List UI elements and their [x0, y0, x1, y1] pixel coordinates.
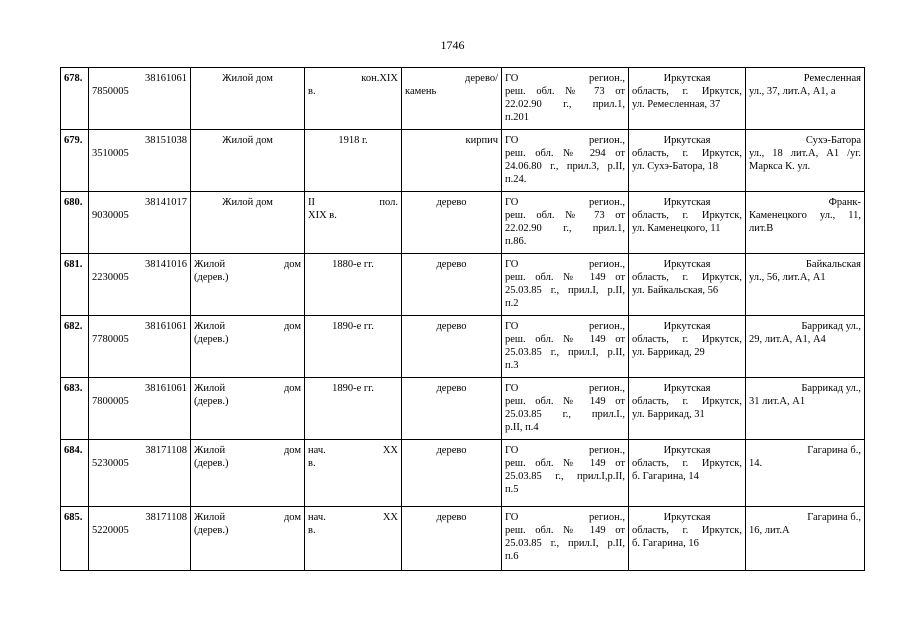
object-date-cell — [305, 130, 402, 192]
object-date-line: нач. XX — [308, 445, 398, 456]
object-location-line: ул., 18 лит.А, А1 /уг. — [749, 148, 861, 159]
row-number: 685. — [61, 507, 89, 571]
object-material-cell — [402, 130, 502, 192]
protection-document-line: реш. обл. № 73 от — [505, 210, 625, 221]
row-number: 683. — [61, 378, 89, 440]
protection-document-line: реш. обл. № 149 от — [505, 396, 625, 407]
protection-document-line: 24.06.80 г., прил.3, р.II, — [505, 161, 625, 172]
object-location-cell — [746, 254, 865, 316]
object-name-line: (дерев.) — [194, 396, 229, 407]
object-address-line: Иркутская — [663, 73, 711, 84]
object-material-cell — [402, 378, 502, 440]
object-location-cell — [746, 130, 865, 192]
object-name-cell — [191, 440, 305, 507]
protection-document-line: п.6 — [505, 551, 519, 562]
object-address-line: б. Гагарина, 16 — [632, 538, 699, 549]
object-date-line: в. — [308, 86, 316, 97]
object-date-line: нач. XX — [308, 512, 398, 523]
object-location-cell — [746, 507, 865, 571]
registry-code-line: 5220005 — [92, 525, 129, 536]
object-date-line: II пол. — [308, 197, 398, 208]
object-location-line: Гагарина б., — [807, 512, 861, 523]
object-material-cell — [402, 254, 502, 316]
protection-document-cell — [502, 507, 629, 571]
register-rows — [61, 68, 865, 571]
table-row — [61, 507, 865, 571]
object-name-line: Жилой дом — [222, 73, 273, 84]
object-address-line: Иркутская — [663, 512, 711, 523]
protection-document-line: реш. обл. № 149 от — [505, 334, 625, 345]
protection-document-line: ГО регион., — [505, 512, 625, 523]
protection-document-line: реш. обл. № 294 от — [505, 148, 625, 159]
registry-code-line: 38161061 — [145, 73, 187, 84]
heritage-register-table — [60, 67, 865, 571]
object-location-line: ул., 37, лит.А, А1, а — [749, 86, 836, 97]
object-address-line: область, г. Иркутск, — [632, 334, 742, 345]
object-material-line: дерево — [436, 197, 467, 208]
registry-code-line: 7850005 — [92, 86, 129, 97]
protection-document-cell — [502, 316, 629, 378]
registry-code-line: 9030005 — [92, 210, 129, 221]
registry-code-line: 38161061 — [145, 321, 187, 332]
registry-code-line: 38161061 — [145, 383, 187, 394]
registry-code-cell — [89, 192, 191, 254]
object-address-line: ул. Баррикад, 29 — [632, 347, 705, 358]
protection-document-line: п.3 — [505, 360, 519, 371]
object-address-line: область, г. Иркутск, — [632, 396, 742, 407]
object-material-line: камень — [405, 86, 437, 97]
protection-document-line: п.201 — [505, 112, 529, 123]
object-date-line: 1918 г. — [338, 135, 368, 146]
object-material-line: кирпич — [465, 135, 498, 146]
protection-document-line: 25.03.85 г., прил.I, р.II, — [505, 347, 625, 358]
protection-document-line: реш. обл. № 73 от — [505, 86, 625, 97]
object-address-line: б. Гагарина, 14 — [632, 471, 699, 482]
row-number: 682. — [61, 316, 89, 378]
protection-document-line: 25.03.85 г., прил.I, р.II, — [505, 285, 625, 296]
object-address-line: область, г. Иркутск, — [632, 86, 742, 97]
object-location-line: 29, лит.А, А1, А4 — [749, 334, 826, 345]
object-address-cell — [629, 130, 746, 192]
registry-code-line: 38141016 — [145, 259, 187, 270]
row-number: 681. — [61, 254, 89, 316]
object-name-cell — [191, 378, 305, 440]
object-name-line: (дерев.) — [194, 458, 229, 469]
object-name-line: Жилой дом — [194, 512, 301, 523]
object-date-cell — [305, 440, 402, 507]
object-date-cell — [305, 316, 402, 378]
object-date-cell — [305, 254, 402, 316]
row-number: 678. — [61, 68, 89, 130]
object-address-line: область, г. Иркутск, — [632, 148, 742, 159]
table-row — [61, 130, 865, 192]
registry-code-line: 38171108 — [145, 445, 187, 456]
registry-code-cell — [89, 316, 191, 378]
object-address-line: Иркутская — [663, 383, 711, 394]
protection-document-line: 25.03.85 г., прил.I., — [505, 409, 625, 420]
object-location-line: Франк- — [828, 197, 861, 208]
object-address-line: Иркутская — [663, 135, 711, 146]
row-number: 679. — [61, 130, 89, 192]
registry-code-line: 5230005 — [92, 458, 129, 469]
object-location-line: 31 лит.А, А1 — [749, 396, 806, 407]
object-date-line: в. — [308, 525, 316, 536]
object-location-cell — [746, 68, 865, 130]
object-material-cell — [402, 68, 502, 130]
object-name-line: (дерев.) — [194, 525, 229, 536]
protection-document-cell — [502, 68, 629, 130]
object-address-cell — [629, 316, 746, 378]
protection-document-line: реш. обл. № 149 от — [505, 525, 625, 536]
object-date-cell — [305, 192, 402, 254]
protection-document-line: 25.03.85 г., прил.I,р.II, — [505, 471, 625, 482]
protection-document-line: ГО регион., — [505, 197, 625, 208]
registry-code-cell — [89, 68, 191, 130]
registry-code-cell — [89, 440, 191, 507]
registry-code-line: 2230005 — [92, 272, 129, 283]
object-material-cell — [402, 440, 502, 507]
object-material-line: дерево — [436, 383, 467, 394]
registry-code-line: 38171108 — [145, 512, 187, 523]
object-date-line: 1890-е гг. — [332, 383, 374, 394]
object-name-line: Жилой дом — [194, 445, 301, 456]
object-address-cell — [629, 507, 746, 571]
protection-document-line: ГО регион., — [505, 321, 625, 332]
object-location-cell — [746, 378, 865, 440]
object-name-cell — [191, 254, 305, 316]
table-row — [61, 440, 865, 507]
protection-document-line: реш. обл. № 149 от — [505, 458, 625, 469]
table-row — [61, 68, 865, 130]
object-address-line: ул. Ремесленная, 37 — [632, 99, 721, 110]
object-name-line: (дерев.) — [194, 272, 229, 283]
object-location-line: Сухэ-Батора — [805, 135, 861, 146]
object-address-line: область, г. Иркутск, — [632, 210, 742, 221]
object-material-line: дерево/ — [465, 73, 498, 84]
object-name-line: (дерев.) — [194, 334, 229, 345]
object-date-line: 1880-е гг. — [332, 259, 374, 270]
object-name-cell — [191, 316, 305, 378]
protection-document-cell — [502, 254, 629, 316]
object-location-line: лит.В — [749, 223, 774, 234]
object-material-line: дерево — [436, 445, 467, 456]
protection-document-line: ГО регион., — [505, 445, 625, 456]
table-row — [61, 378, 865, 440]
object-name-cell — [191, 130, 305, 192]
registry-code-line: 3510005 — [92, 148, 129, 159]
object-date-cell — [305, 378, 402, 440]
object-address-cell — [629, 254, 746, 316]
object-date-line: 1890-е гг. — [332, 321, 374, 332]
row-number: 680. — [61, 192, 89, 254]
protection-document-line: р.II, п.4 — [505, 422, 539, 433]
protection-document-line: ГО регион., — [505, 259, 625, 270]
object-location-line: ул., 56, лит.А, А1 — [749, 272, 826, 283]
object-name-line: Жилой дом — [222, 197, 273, 208]
protection-document-cell — [502, 192, 629, 254]
registry-code-line: 7800005 — [92, 396, 129, 407]
object-address-line: Иркутская — [663, 259, 711, 270]
object-name-line: Жилой дом — [194, 383, 301, 394]
protection-document-line: ГО регион., — [505, 135, 625, 146]
object-address-line: область, г. Иркутск, — [632, 272, 742, 283]
protection-document-line: ГО регион., — [505, 383, 625, 394]
object-location-line: Гагарина б., — [807, 445, 861, 456]
protection-document-line: 22.02.90 г., прил.1, — [505, 223, 625, 234]
protection-document-cell — [502, 378, 629, 440]
table-row — [61, 316, 865, 378]
registry-code-line: 38141017 — [145, 197, 187, 208]
object-material-cell — [402, 507, 502, 571]
object-location-line: Маркса К. ул. — [749, 161, 811, 172]
object-address-cell — [629, 378, 746, 440]
protection-document-line: п.24. — [505, 174, 527, 185]
object-address-line: Иркутская — [663, 197, 711, 208]
page-number: 1746 — [440, 38, 465, 52]
protection-document-cell — [502, 130, 629, 192]
object-date-line: XIX в. — [308, 210, 337, 221]
object-name-cell — [191, 192, 305, 254]
protection-document-cell — [502, 440, 629, 507]
object-address-cell — [629, 440, 746, 507]
object-location-line: Баррикад ул., — [801, 383, 861, 394]
object-name-cell — [191, 68, 305, 130]
registry-code-cell — [89, 254, 191, 316]
object-location-line: Баррикад ул., — [801, 321, 861, 332]
object-date-cell — [305, 68, 402, 130]
registry-code-cell — [89, 378, 191, 440]
object-material-cell — [402, 192, 502, 254]
object-location-line: Байкальская — [805, 259, 861, 270]
registry-code-line: 38151038 — [145, 135, 187, 146]
object-address-line: ул. Баррикад, 31 — [632, 409, 705, 420]
row-number: 684. — [61, 440, 89, 507]
object-location-line: 16, лит.А — [749, 525, 790, 536]
object-location-line: Ремесленная — [803, 73, 861, 84]
protection-document-line: реш. обл. № 149 от — [505, 272, 625, 283]
object-name-cell — [191, 507, 305, 571]
object-material-line: дерево — [436, 259, 467, 270]
object-date-line: в. — [308, 458, 316, 469]
object-location-line: Каменецкого ул., 11, — [749, 210, 861, 221]
object-address-cell — [629, 68, 746, 130]
object-location-cell — [746, 440, 865, 507]
object-address-cell — [629, 192, 746, 254]
object-name-line: Жилой дом — [194, 321, 301, 332]
registry-code-line: 7780005 — [92, 334, 129, 345]
object-address-line: Иркутская — [663, 445, 711, 456]
object-location-cell — [746, 192, 865, 254]
object-location-line: 14. — [749, 458, 763, 469]
object-date-line: кон.XIX — [361, 73, 398, 84]
object-address-line: ул. Сухэ-Батора, 18 — [632, 161, 719, 172]
registry-code-cell — [89, 130, 191, 192]
object-address-line: область, г. Иркутск, — [632, 525, 742, 536]
object-address-line: Иркутская — [663, 321, 711, 332]
object-address-line: область, г. Иркутск, — [632, 458, 742, 469]
object-name-line: Жилой дом — [194, 259, 301, 270]
protection-document-line: 22.02.90 г., прил.1, — [505, 99, 625, 110]
object-date-cell — [305, 507, 402, 571]
protection-document-line: ГО регион., — [505, 73, 625, 84]
object-material-line: дерево — [436, 512, 467, 523]
table-row — [61, 254, 865, 316]
protection-document-line: п.86. — [505, 236, 527, 247]
protection-document-line: п.2 — [505, 298, 519, 309]
object-material-line: дерево — [436, 321, 467, 332]
protection-document-line: п.5 — [505, 484, 519, 495]
object-address-line: ул. Каменецкого, 11 — [632, 223, 721, 234]
object-name-line: Жилой дом — [222, 135, 273, 146]
registry-code-cell — [89, 507, 191, 571]
object-location-cell — [746, 316, 865, 378]
protection-document-line: 25.03.85 г., прил.I, р.II, — [505, 538, 625, 549]
table-row — [61, 192, 865, 254]
object-material-cell — [402, 316, 502, 378]
object-address-line: ул. Байкальская, 56 — [632, 285, 719, 296]
